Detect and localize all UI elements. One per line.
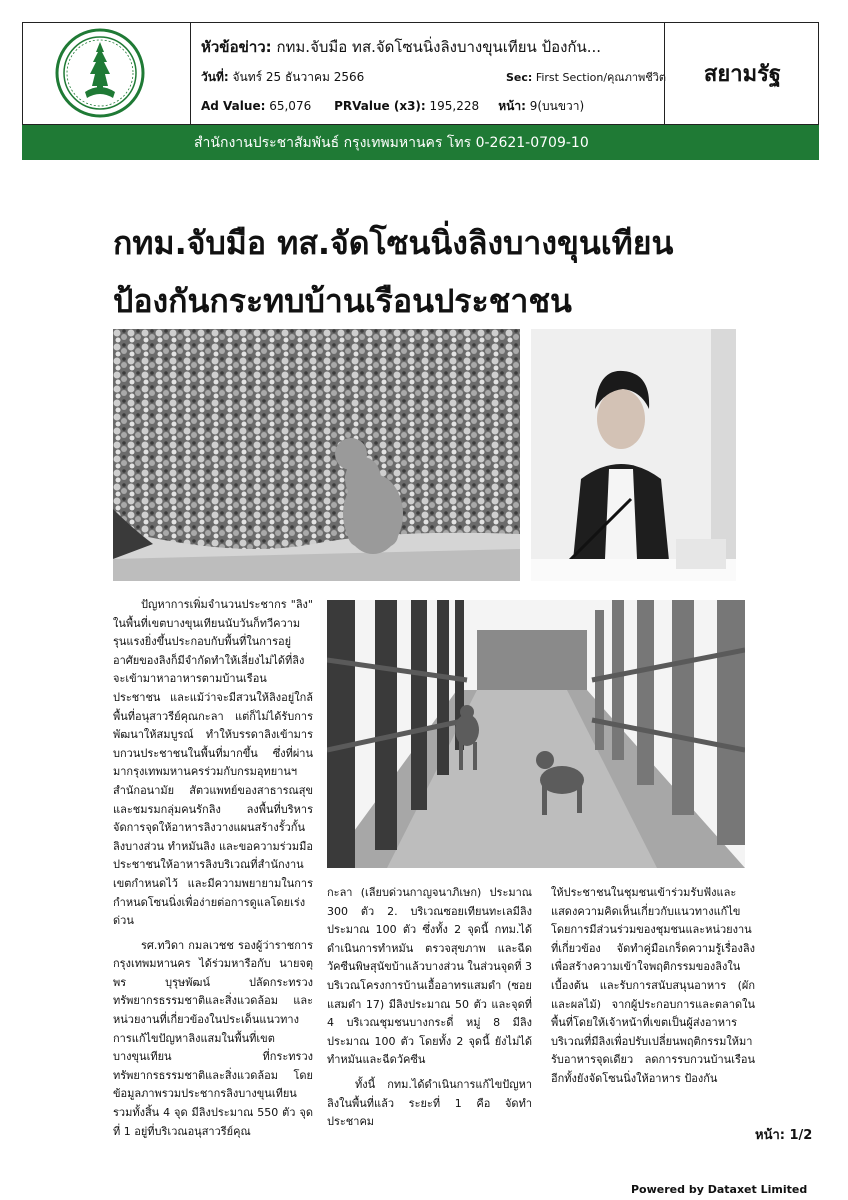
pr-value: 195,228: [429, 99, 480, 113]
date-label: วันที่:: [201, 70, 229, 84]
contact-bar: [22, 125, 819, 160]
date-row: [201, 68, 364, 87]
article-column-3: [551, 884, 755, 1089]
clipping-header: [22, 22, 819, 125]
page-value: 9(บนขวา): [529, 99, 585, 113]
contact-text: สำนักงานประชาสัมพันธ์ กรุงเทพมหานคร โทร 0-2621-0709-10: [194, 134, 589, 151]
article-column-1: [113, 596, 313, 1141]
date-value: จันทร์ 25 ธันวาคม 2566: [232, 70, 365, 84]
headline-row: [201, 35, 601, 59]
column-1-paragraph: รศ.ทวิดา กมลเวชช รองผู้ว่าราชการกรุงเทพมหานคร ได้ร่วมหารือกับ นายจตุพร บุรุษพัฒน์ ปลัดกระทรวงทรัพยากรธรรมชาติและสิ่งแวดล้อม และหน่วยงานที่เกี่ยวข้องในประเด็นแนวทางการแก้ไขปัญหาลิงแสมในพื้นที่เขตบางขุนเทียน ที่กระทรวงทรัพยากรธรรมชาติและสิ่งแวดล้อม โดยข้อมูลภาพรวมประชากรลิงบางขุนเทียน รวมทั้งสิ้น 4 จุด มีลิงประมาณ 550 ตัว จุดที่ 1 อยู่ที่บริเวณอนุสาวรีย์คุณ: [113, 938, 313, 1138]
powered-by: Powered by Dataxet Limited: [631, 1183, 808, 1196]
value-row: [201, 97, 584, 116]
pr-value-label: PRValue (x3):: [334, 99, 426, 113]
logo-cell: [23, 23, 191, 124]
article-title-line1: กทม.จับมือ ทส.จัดโซนนิ่งลิงบางขุนเทียน: [113, 224, 674, 262]
page-number: หน้า: 1/2: [755, 1128, 813, 1143]
column-1-paragraph: ปัญหาการเพิ่มจำนวนประชากร "ลิง" ในพื้นที่เขตบางขุนเทียนนับวันก็ทวีความรุนแรงยิ่งขึ้นประกอบกับพื้นที่ในการอยู่อาศัยของลิงก็มีจำกัดทำให้เลี่ยงไม่ได้ที่ลิงจะเข้ามาหาอาหารตามบ้านเรือนประชาชน และแม้ว่าจะมีสวนให้ลิงอยู่ใกล้พื้นที่อนุสาวรีย์คุณกะลา แต่ก็ไม่ได้รับการพัฒนาให้สมบูรณ์ ทำให้บรรดาลิงเข้ามารบกวนประชาชนในพื้นที่มากขึ้น ซึ่งที่ผ่านมากรุงเทพมหานครร่วมกับกรมอุทยานฯ สำนักอนามัย สัตวแพทย์ของสาธารณสุข และชมรมกลุ่มคนรักลิง ลงพื้นที่บริหารจัดการจุดให้อาหารลิงวางแผนสร้างรั้วกั้นลิงบางส่วน ทำหมันลิง และขอความร่วมมือประชาชนให้อาหารลิงบริเวณที่สำนักงานเขตกำหนดไว้ และมีความพยายามในการกำหนดโซนนิ่งเพื่อง่ายต่อการดูแลโดยเร่งด่วน: [113, 598, 313, 928]
publication-name: สยามรัฐ: [703, 62, 782, 87]
column-3-paragraph: ให้ประชาชนในชุมชนเข้าร่วมรับฟังและแสดงความคิดเห็นเกี่ยวกับแนวทางแก้ไข โดยการมีส่วนร่วมของชุมชนและหน่วยงานที่เกี่ยวข้อง จัดทำคู่มือเกร็ดความรู้เรื่องลิงเพื่อสร้างความเข้าใจพฤติกรรมของลิงในเบื้องต้น และรับการสนับสนุนอาหาร (ผักและผลไม้) จากผู้ประกอบการและตลาดในพื้นที่โดยให้เจ้าหน้าที่เขตเป็นผู้ส่งอาหารบริเวณที่มีลิงเพื่อปรับเปลี่ยนพฤติกรรมให้มารับอาหารจุดเดียว ลดการรบกวนบ้านเรือน อีกทั้งยังจัดโซนนิ่งให้อาหาร ป้องกัน: [551, 886, 755, 1085]
section-row: [506, 68, 666, 86]
monkeys-walkway-photo: [327, 600, 745, 868]
ad-value: 65,076: [269, 99, 312, 113]
official-photo: [531, 329, 736, 581]
headline-label: หัวข้อข่าว:: [201, 38, 272, 56]
section-label: Sec:: [506, 71, 533, 84]
monkey-bush-photo: [113, 329, 520, 581]
headline-value: กทม.จับมือ ทส.จัดโซนนิ่งลิงบางขุนเทียน ป้องกัน...: [276, 38, 602, 56]
page-label: หน้า:: [498, 99, 526, 113]
article-title-line2: ป้องกันกระทบบ้านเรือนประชาชน: [113, 282, 572, 320]
bma-seal-logo: [55, 28, 145, 118]
section-value: First Section/คุณภาพชีวิต: [535, 71, 667, 84]
clipping-info: [201, 23, 671, 124]
column-2-paragraph: กะลา (เลียบด่วนกาญจนาภิเษก) ประมาณ 300 ตัว 2. บริเวณซอยเทียนทะเลมีลิงประมาณ 100 ตัว ซึ่งทั้ง 2 จุดนี้ กทม.ได้ดำเนินการทำหมัน ตรวจสุขภาพ และฉีดวัคซีนพิษสุนัขบ้าแล้วบางส่วน ในส่วนจุดที่ 3 บริเวณโครงการบ้านเอื้ออาทรแสมดำ (ซอยแสมดำ 17) มีลิงประมาณ 50 ตัว และจุดที่ 4 บริเวณชุมชนบางกระดี่ หมู่ 8 มีลิงประมาณ 100 ตัว โดยทั้ง 2 จุดนี้ ยังไม่ได้ทำหมันและฉีดวัคซีน: [327, 886, 533, 1067]
publication-cell: [664, 23, 820, 124]
column-2-paragraph: ทั้งนี้ กทม.ได้ดำเนินการแก้ไขปัญหาลิงในพื้นที่แล้ว ระยะที่ 1 คือ จัดทำประชาคม: [327, 1077, 532, 1129]
ad-value-label: Ad Value:: [201, 99, 266, 113]
article-column-2: [327, 884, 532, 1132]
